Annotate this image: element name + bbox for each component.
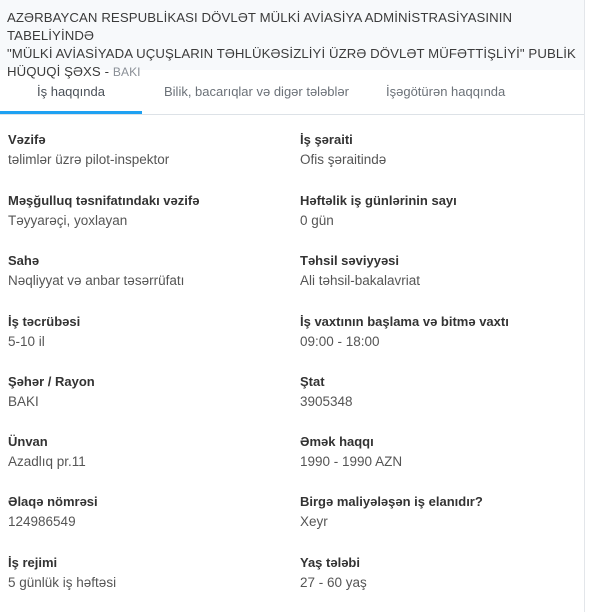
field-education-level bbox=[300, 253, 420, 289]
employer-header bbox=[0, 0, 584, 79]
field-label: Həftəlik iş günlərinin sayı bbox=[300, 193, 457, 208]
field-cofinanced bbox=[300, 494, 483, 530]
field-city bbox=[8, 374, 95, 410]
field-work-conditions bbox=[300, 132, 386, 168]
employer-name-line-3-text: HÜQUQİ ŞƏXS - bbox=[7, 64, 113, 79]
field-value: Nəqliyyat və anbar təsərrüfatı bbox=[8, 273, 185, 288]
field-value: 5 günlük iş həftəsi bbox=[8, 575, 117, 590]
field-value: Azadlıq pr.11 bbox=[8, 454, 86, 469]
tab-bar bbox=[0, 70, 584, 115]
field-label: Ünvan bbox=[8, 434, 48, 449]
field-label: Ştat bbox=[300, 374, 325, 389]
field-label: Məşğulluq təsnifatındakı vəzifə bbox=[8, 193, 200, 208]
field-label: Əmək haqqı bbox=[300, 434, 374, 449]
active-tab-indicator bbox=[0, 111, 142, 114]
field-address bbox=[8, 434, 86, 470]
field-label: Sahə bbox=[8, 253, 40, 268]
field-value: 5-10 il bbox=[8, 334, 45, 349]
field-label: İş şəraiti bbox=[300, 132, 353, 147]
employer-name-line-1: AZƏRBAYCAN RESPUBLİKASI DÖVLƏT MÜLKİ AVİASİYA ADMİNİSTRASİYASININ TABELİYİNDƏ bbox=[7, 10, 513, 43]
field-work-mode bbox=[8, 555, 116, 591]
field-value: Ofis şəraitində bbox=[300, 152, 387, 167]
field-label: Təhsil səviyyəsi bbox=[300, 253, 400, 268]
field-label: İş təcrübəsi bbox=[8, 314, 81, 329]
field-position bbox=[8, 132, 169, 168]
field-working-hours bbox=[300, 314, 509, 350]
field-label: Yaş tələbi bbox=[300, 555, 360, 570]
field-value: 3905348 bbox=[300, 394, 353, 409]
field-value: təlimlər üzrə pilot-inspektor bbox=[8, 152, 170, 167]
field-label: Əlaqə nömrəsi bbox=[8, 494, 98, 509]
field-value: 124986549 bbox=[8, 514, 76, 529]
panel-right-border bbox=[584, 0, 585, 612]
field-contact-number bbox=[8, 494, 98, 530]
field-value: 09:00 - 18:00 bbox=[300, 334, 380, 349]
field-label: Birgə maliyələşən iş elanıdır? bbox=[300, 494, 483, 509]
field-label: İş vaxtının başlama və bitmə vaxtı bbox=[300, 314, 509, 329]
field-value: 0 gün bbox=[300, 213, 334, 228]
field-staff-id bbox=[300, 374, 353, 410]
field-value: Təyyarəçi, yoxlayan bbox=[8, 213, 128, 228]
field-weekly-workdays bbox=[300, 193, 457, 229]
field-experience bbox=[8, 314, 80, 350]
field-age-requirement bbox=[300, 555, 367, 591]
tab-skills-requirements[interactable]: Bilik, bacarıqlar və digər tələblər bbox=[164, 84, 349, 99]
field-value: BAKI bbox=[8, 394, 39, 409]
field-label: Vəzifə bbox=[8, 132, 46, 147]
field-sector bbox=[8, 253, 184, 289]
tab-about-employer[interactable]: İşəgötürən haqqında bbox=[386, 84, 506, 99]
employer-city: BAKI bbox=[112, 65, 141, 79]
field-classifier-position bbox=[8, 193, 199, 229]
field-value: Xeyr bbox=[300, 514, 328, 529]
field-label: İş rejimi bbox=[8, 555, 58, 570]
field-salary bbox=[300, 434, 402, 470]
field-label: Şəhər / Rayon bbox=[8, 374, 95, 389]
field-value: 27 - 60 yaş bbox=[300, 575, 367, 590]
field-value: 1990 - 1990 AZN bbox=[300, 454, 403, 469]
tab-about-job[interactable]: İş haqqında bbox=[37, 84, 105, 99]
field-value: Ali təhsil-bakalavriat bbox=[300, 273, 421, 288]
employer-name-line-2: "MÜLKİ AVİASİYADA UÇUŞLARIN TƏHLÜKƏSİZLİYİ ÜZRƏ DÖVLƏT MÜFƏTTİŞLİYİ" PUBLİK bbox=[7, 46, 576, 61]
